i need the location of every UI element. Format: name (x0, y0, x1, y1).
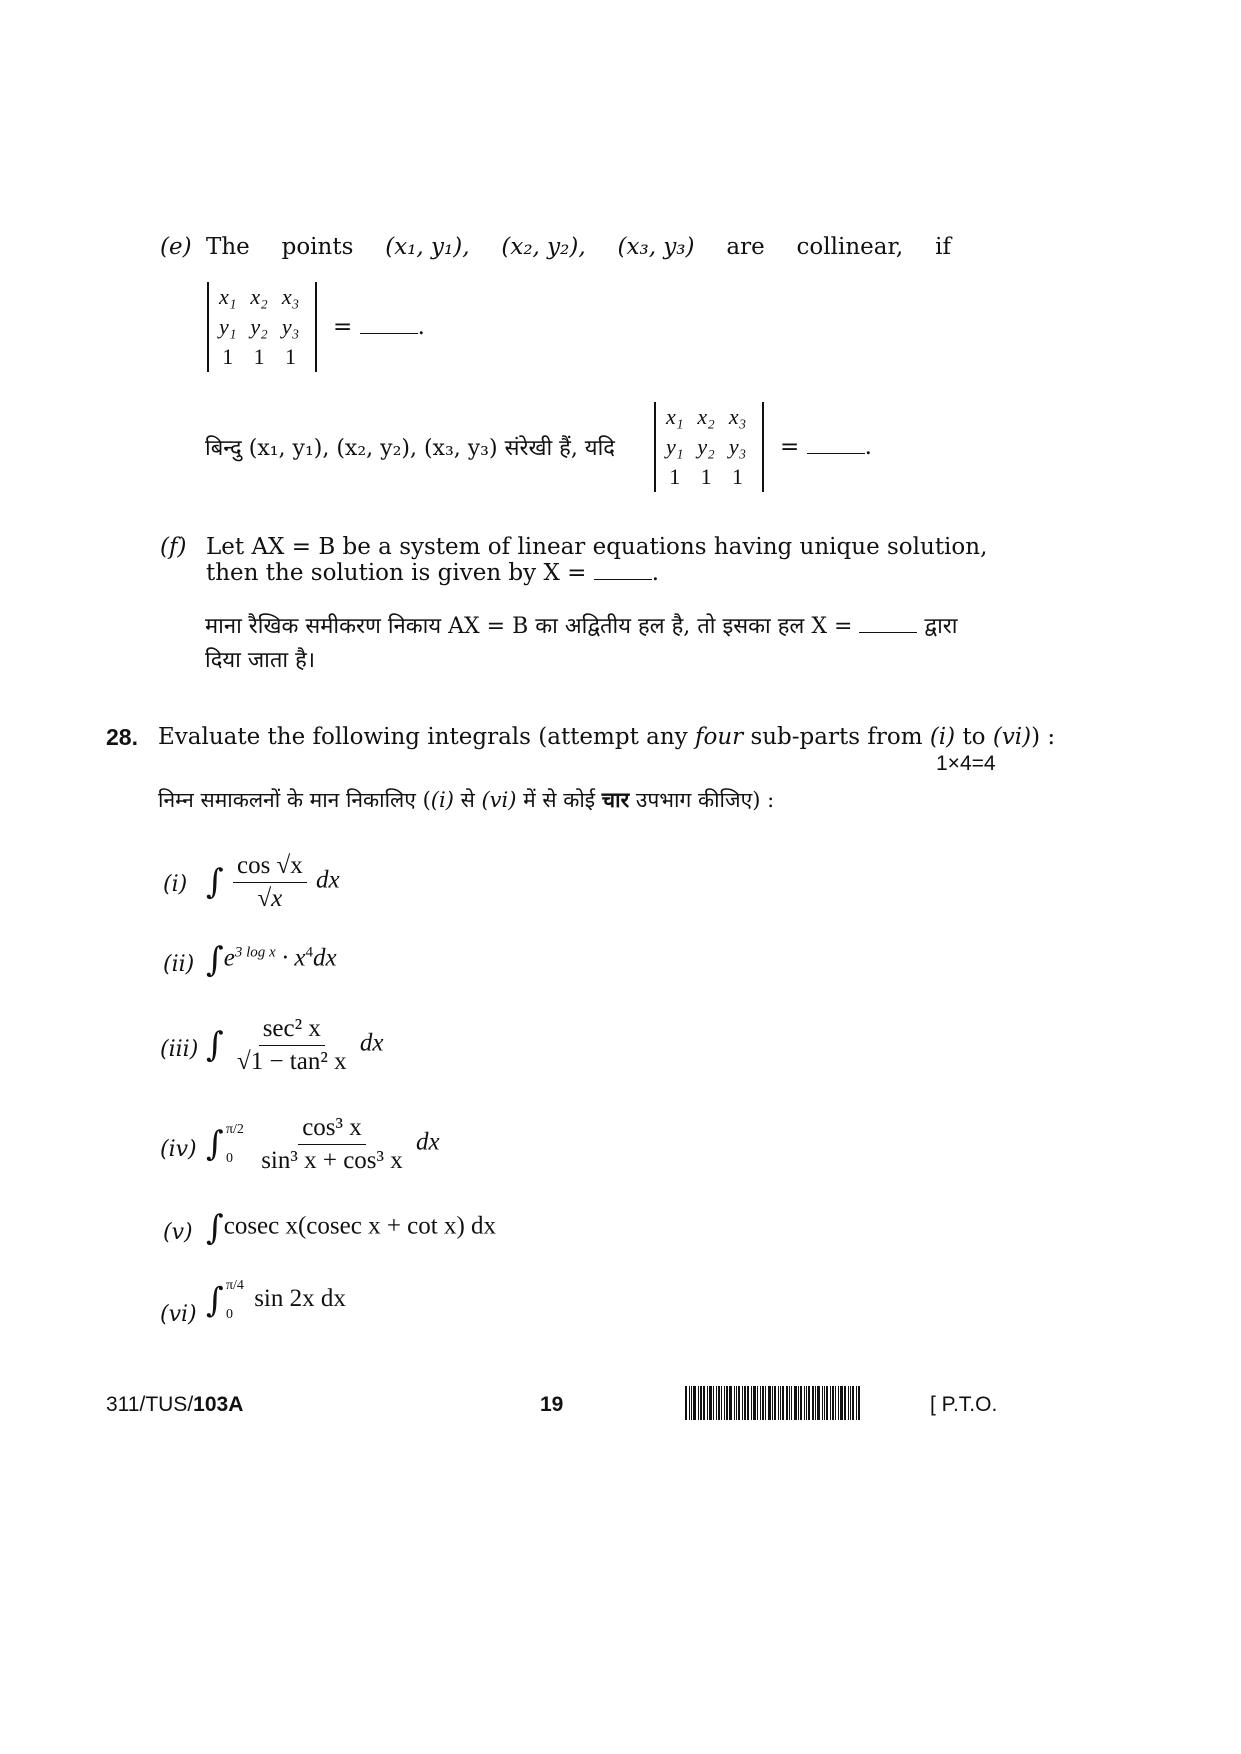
integral-vi (206, 1278, 346, 1323)
exponent: 4 (305, 944, 314, 961)
barcode-bar (826, 1386, 828, 1420)
q-hindi-bold: चार (601, 787, 630, 812)
paper-code-suffix: 103A (193, 1393, 244, 1416)
differential: dx (316, 866, 340, 894)
barcode-bar (698, 1386, 699, 1420)
barcode-bar (738, 1386, 740, 1420)
barcode-bar (772, 1386, 773, 1420)
det-cell: x₂ (250, 284, 268, 309)
numerator: sec² x (259, 1015, 325, 1046)
barcode-bar (778, 1386, 779, 1420)
q-hindi-text: से (460, 788, 475, 812)
part-e-label: (e) (160, 234, 192, 260)
question-28-english (158, 724, 1055, 750)
word: collinear, (796, 234, 904, 260)
integral-iii (206, 1015, 383, 1075)
barcode-bar (789, 1386, 790, 1420)
part-f-hindi-text: माना रैखिक समीकरण निकाय AX = B का अद्वितीय हल है, तो इसका हल X = (205, 614, 853, 639)
exponent: 3 log x (234, 944, 276, 961)
lower-limit: 0 (225, 1307, 233, 1323)
barcode-bar (806, 1386, 807, 1420)
integral-i (206, 852, 340, 912)
det-cell: x₃ (281, 284, 300, 309)
base: e (223, 944, 235, 972)
page-number: 19 (540, 1393, 564, 1416)
q-hindi-text: उपभाग कीजिए) : (635, 788, 775, 812)
barcode-bar (693, 1386, 696, 1420)
integral-sign: ∫ (206, 1025, 224, 1065)
pto-marker: [ P.T.O. (930, 1393, 998, 1416)
barcode-bar (734, 1386, 735, 1420)
det-cell: y₂ (250, 314, 268, 339)
part-e-hindi-text: बिन्दु (x₁, y₁), (x₂, y₂), (x₃, y₃) संरेखी हैं, यदि (205, 436, 615, 461)
upper-limit: π/2 (225, 1121, 244, 1137)
barcode-bar (721, 1386, 722, 1420)
det-english-answer (333, 314, 425, 340)
det-cell: x₁ (219, 284, 237, 309)
barcode-bar (824, 1386, 825, 1420)
integral-sign: ∫ (206, 940, 224, 980)
integral-v (206, 1208, 496, 1248)
upper-limit: π/4 (225, 1278, 244, 1293)
integral-iv (206, 1114, 440, 1174)
subpart-label: (ii) (163, 952, 195, 977)
part-f-hindi-suffix: द्वारा (924, 614, 958, 639)
marks: 1×4=4 (936, 752, 996, 775)
word: are (726, 234, 765, 260)
period: . (651, 560, 660, 586)
det-cell: y₃ (728, 434, 747, 459)
determinant-english (207, 282, 317, 372)
barcode-bar (765, 1386, 766, 1420)
det-cell: 1 (669, 464, 681, 489)
barcode-bar (798, 1386, 799, 1420)
q-text: Evaluate the following integrals (attempt any (158, 724, 688, 750)
det-cell: 1 (732, 464, 744, 489)
barcode-bar (736, 1386, 737, 1420)
q-range-start: (i) (430, 788, 454, 812)
q-range-start: (i) (929, 724, 956, 750)
det-cell: 1 (285, 344, 297, 369)
barcode-bar (822, 1386, 823, 1420)
barcode-bar (757, 1386, 758, 1420)
barcode-bar (815, 1386, 816, 1420)
barcode-bar (791, 1386, 792, 1420)
det-cell: y₁ (219, 314, 237, 339)
barcode-bar (812, 1386, 814, 1420)
lower-limit: 0 (225, 1151, 233, 1166)
integral-sign: ∫ (206, 862, 224, 902)
differential: dx (359, 1029, 384, 1057)
equals-sign: = (333, 314, 353, 340)
barcode-bar (707, 1386, 708, 1420)
subpart-label: (vi) (160, 1302, 197, 1327)
subpart-label: (v) (163, 1220, 193, 1245)
q-range-end: (vi) (481, 788, 517, 812)
barcode-bar (760, 1386, 761, 1420)
barcode-bar (832, 1386, 834, 1420)
barcode-bar (729, 1386, 732, 1420)
barcode-bar (724, 1386, 725, 1420)
question-number: 28. (106, 724, 138, 750)
barcode-bar (800, 1386, 802, 1420)
barcode-bar (780, 1386, 781, 1420)
barcode-bar (838, 1386, 839, 1420)
barcode-bar (786, 1386, 788, 1420)
det-cell: 1 (253, 344, 265, 369)
word: points (281, 234, 354, 260)
factor: · x (275, 944, 306, 972)
det-cell: x₃ (728, 404, 747, 429)
barcode-bar (768, 1386, 771, 1420)
numerator: cos √x (233, 852, 307, 883)
numerator: cos³ x (298, 1114, 366, 1145)
det-cell: x₂ (697, 404, 715, 429)
q-text: sub-parts from (750, 724, 923, 750)
barcode-bar (835, 1386, 836, 1420)
differential: dx (313, 944, 337, 972)
barcode-bar (747, 1386, 749, 1420)
barcode-bar (848, 1386, 849, 1420)
barcode-bar (716, 1386, 717, 1420)
answer-blank (807, 435, 865, 454)
integral-limits (226, 1122, 244, 1167)
q-range-end: (vi) (992, 724, 1032, 750)
q-hindi-text: निम्न समाकलनों के मान निकालिए ( (158, 788, 431, 812)
integral-sign: ∫ (206, 1208, 224, 1248)
answer-blank (594, 561, 652, 580)
barcode-bar (850, 1386, 851, 1420)
barcode-bar (685, 1386, 687, 1420)
barcode-bar (840, 1386, 843, 1420)
subpart-label: (iv) (160, 1137, 197, 1162)
barcode-bar (774, 1386, 776, 1420)
part-f-label: (f) (160, 534, 187, 560)
point-2: (x₂, y₂), (501, 234, 586, 260)
barcode-bar (858, 1386, 860, 1420)
integral-sign: ∫ (206, 1124, 224, 1164)
part-f-english-text: then the solution is given by X = (206, 560, 587, 586)
barcode-bar (713, 1386, 714, 1420)
barcode (685, 1386, 913, 1420)
integrand: sin 2x dx (254, 1285, 346, 1313)
barcode-bar (817, 1386, 820, 1420)
det-cell: 1 (700, 464, 712, 489)
integral-ii (206, 940, 337, 980)
answer-blank (859, 614, 917, 633)
barcode-bar (830, 1386, 831, 1420)
point-3: (x₃, y₃) (617, 234, 695, 260)
part-f-english-line-1: Let AX = B be a system of linear equations having unique solution, (206, 534, 988, 560)
q-text: to (962, 724, 986, 750)
barcode-bar (691, 1386, 692, 1420)
determinant-hindi (654, 402, 764, 492)
barcode-bar (742, 1386, 743, 1420)
q-emph: four (694, 724, 744, 750)
word: The (206, 234, 250, 260)
barcode-bar (703, 1386, 705, 1420)
subpart-label: (i) (163, 872, 188, 897)
word: if (935, 234, 951, 260)
det-cell: y₂ (697, 434, 715, 459)
part-e-english-line (206, 234, 951, 260)
barcode-bar (852, 1386, 854, 1420)
barcode-bar (726, 1386, 728, 1420)
barcode-bar (744, 1386, 746, 1420)
fraction (233, 852, 307, 912)
answer-blank (360, 315, 418, 334)
q-hindi-text: में से कोई (523, 788, 596, 812)
denominator: √x (257, 884, 283, 912)
barcode-bar (751, 1386, 752, 1420)
barcode-bar (718, 1386, 720, 1420)
part-f-hindi-line-2: दिया जाता है। (205, 648, 316, 673)
barcode-bar (804, 1386, 805, 1420)
barcode-bar (762, 1386, 764, 1420)
barcode-bar (856, 1386, 857, 1420)
denominator: √1 − tan² x (236, 1047, 347, 1075)
question-28-hindi (158, 786, 774, 814)
barcode-bar (782, 1386, 784, 1420)
fraction (257, 1114, 407, 1174)
det-cell: x₁ (666, 404, 684, 429)
barcode-bar (689, 1386, 690, 1420)
det-cell: 1 (222, 344, 234, 369)
part-f-english-line-2 (206, 560, 659, 586)
q-text: ) : (1031, 724, 1056, 750)
barcode-bar (844, 1386, 846, 1420)
det-cell: y₁ (666, 434, 684, 459)
denominator: sin³ x + cos³ x (261, 1146, 403, 1174)
fraction (233, 1015, 351, 1075)
det-hindi-answer (780, 434, 872, 460)
period: . (417, 314, 425, 340)
part-f-hindi-line-1 (205, 610, 957, 640)
barcode-bar (709, 1386, 712, 1420)
barcode-bar (794, 1386, 797, 1420)
integrand: cosec x(cosec x + cot x) dx (223, 1212, 497, 1240)
differential: dx (416, 1128, 440, 1156)
integral-sign: ∫ (206, 1280, 224, 1321)
point-1: (x₁, y₁), (385, 234, 470, 260)
barcode-bar (753, 1386, 756, 1420)
det-cell: y₃ (281, 314, 300, 339)
barcode-bar (808, 1386, 810, 1420)
equals-sign: = (780, 434, 800, 460)
paper-code-prefix: 311/TUS/ (106, 1393, 194, 1416)
integral-limits (226, 1278, 244, 1323)
subpart-label: (iii) (160, 1037, 199, 1062)
barcode-bar (700, 1386, 702, 1420)
paper-code (106, 1393, 243, 1417)
period: . (864, 434, 872, 460)
